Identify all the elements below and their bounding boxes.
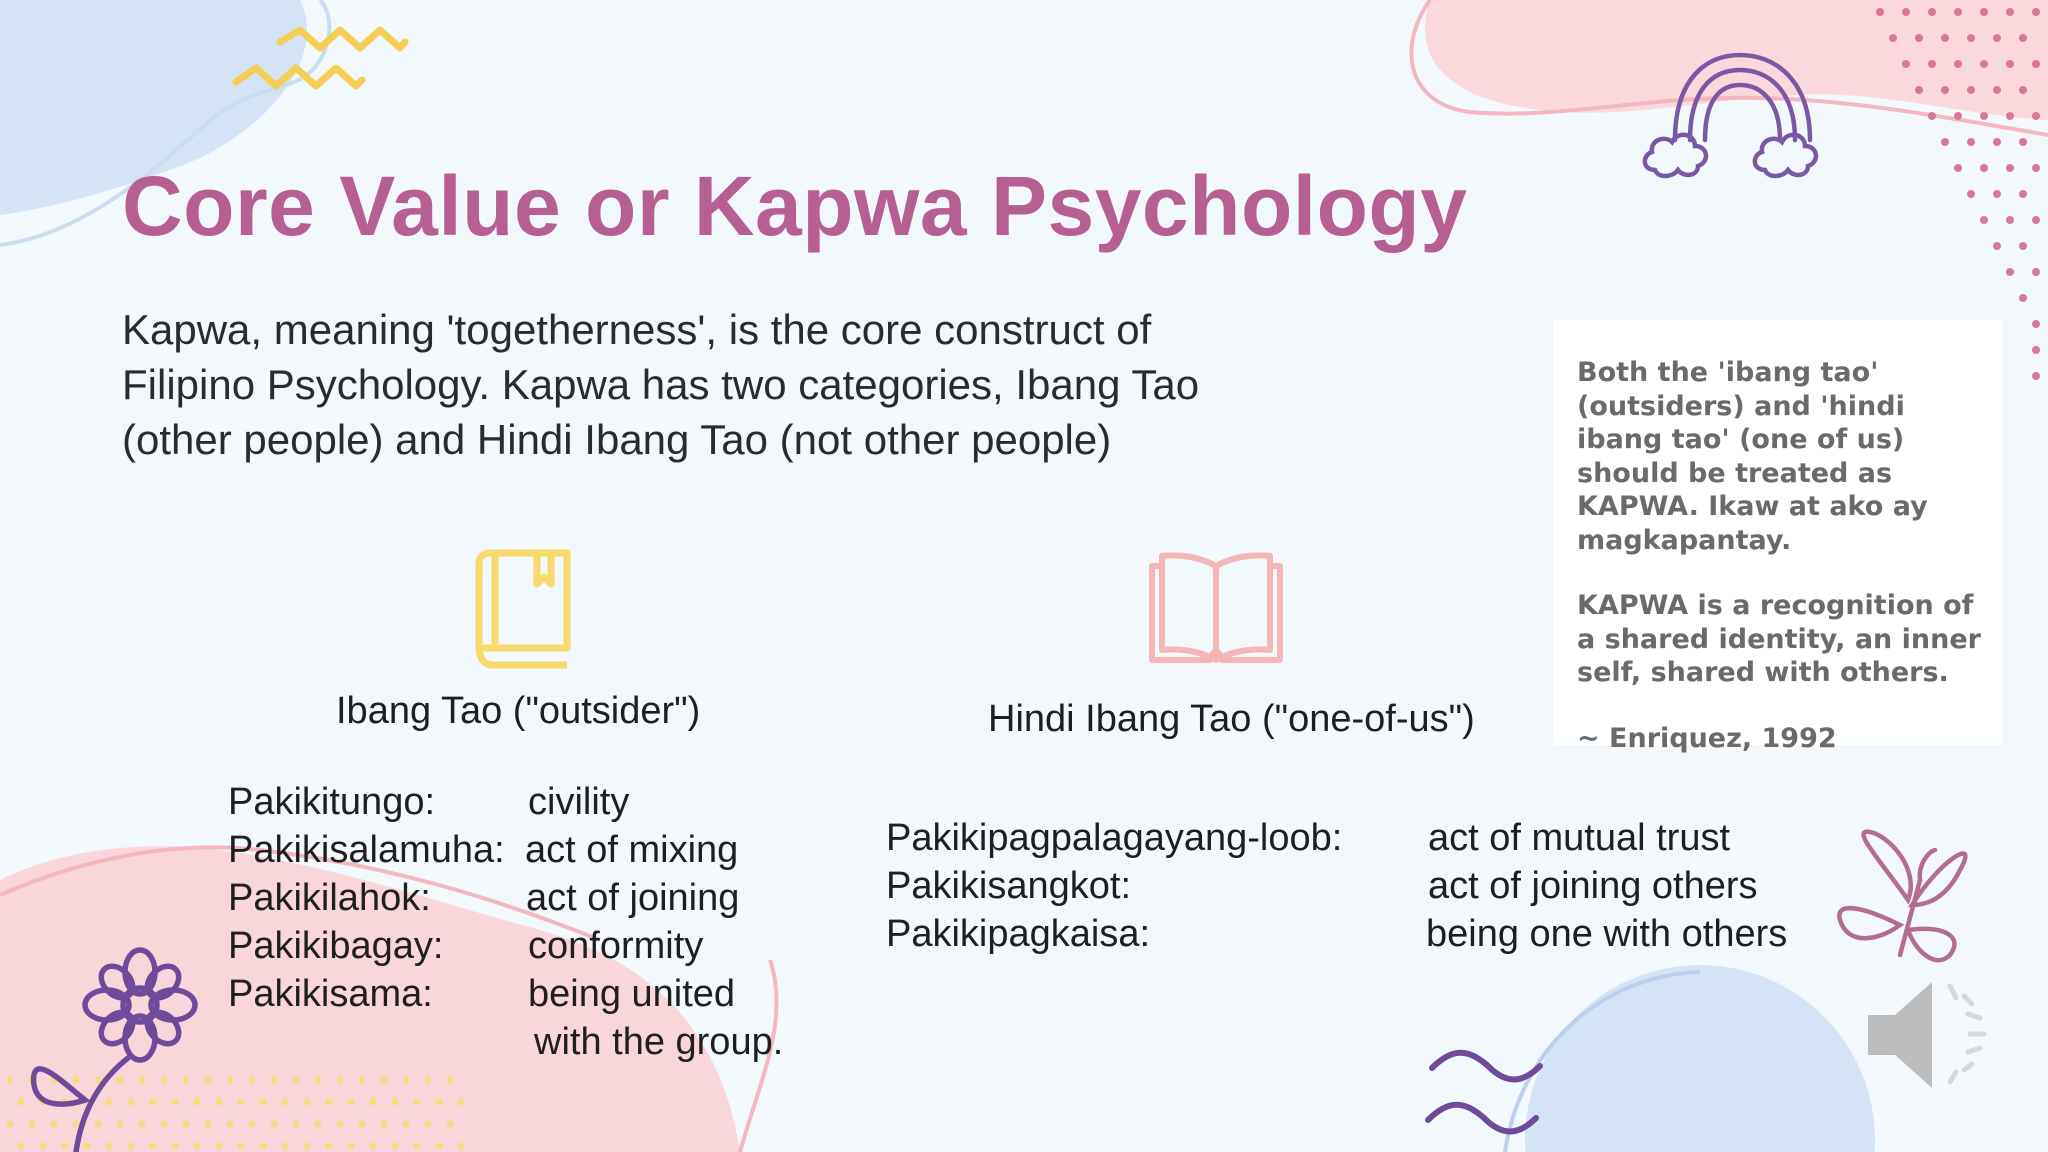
term: Pakikibagay: — [228, 925, 444, 967]
meaning: act of joining others — [1428, 865, 1758, 907]
category-heading-ibang-tao: Ibang Tao ("outsider") — [336, 690, 701, 732]
term: Pakikipagkaisa: — [886, 913, 1151, 955]
meaning: act of mixing — [525, 829, 739, 871]
hindi-ibang-tao-list — [886, 814, 1787, 958]
meaning: act of joining — [526, 877, 740, 919]
meaning: with the group. — [534, 1021, 784, 1063]
term: Pakikilahok: — [228, 877, 431, 919]
term — [228, 1018, 528, 1066]
quote-card — [1553, 320, 2003, 754]
meaning: conformity — [528, 925, 704, 967]
ibang-tao-list — [228, 778, 783, 1066]
meaning: being united — [528, 973, 736, 1015]
term: Pakikipagpalagayang-loob: — [886, 817, 1343, 859]
closed-book-icon — [465, 548, 573, 670]
slide-title: Core Value or Kapwa Psychology — [122, 159, 1468, 253]
butterfly-icon — [1839, 832, 1965, 961]
quote-paragraph: KAPWA is a recognition of a shared identity, an inner self, shared with others. — [1577, 590, 1981, 688]
meaning: act of mutual trust — [1428, 817, 1731, 859]
speaker-icon[interactable] — [1860, 970, 1990, 1100]
meaning: being one with others — [1426, 913, 1788, 955]
term: Pakikisalamuha: — [228, 829, 505, 871]
term: Pakikitungo: — [228, 781, 436, 823]
quote-attribution: ~ Enriquez, 1992 — [1577, 722, 1837, 754]
category-heading-hindi-ibang-tao: Hindi Ibang Tao ("one-of-us") — [988, 698, 1475, 740]
meaning: civility — [528, 781, 630, 823]
open-book-icon — [1148, 548, 1284, 670]
intro-paragraph: Kapwa, meaning 'togetherness', is the core construct of Filipino Psychology. Kapwa has two categories, Ibang Tao (other people) and Hindi Ibang Tao (not other people) — [122, 306, 1200, 463]
term: Pakikisama: — [228, 973, 433, 1015]
quote-paragraph: Both the 'ibang tao' (outsiders) and 'hindi ibang tao' (one of us) should be treated as KAPWA. Ikaw at ako ay magkapantay. — [1577, 357, 1928, 556]
term: Pakikisangkot: — [886, 865, 1132, 907]
